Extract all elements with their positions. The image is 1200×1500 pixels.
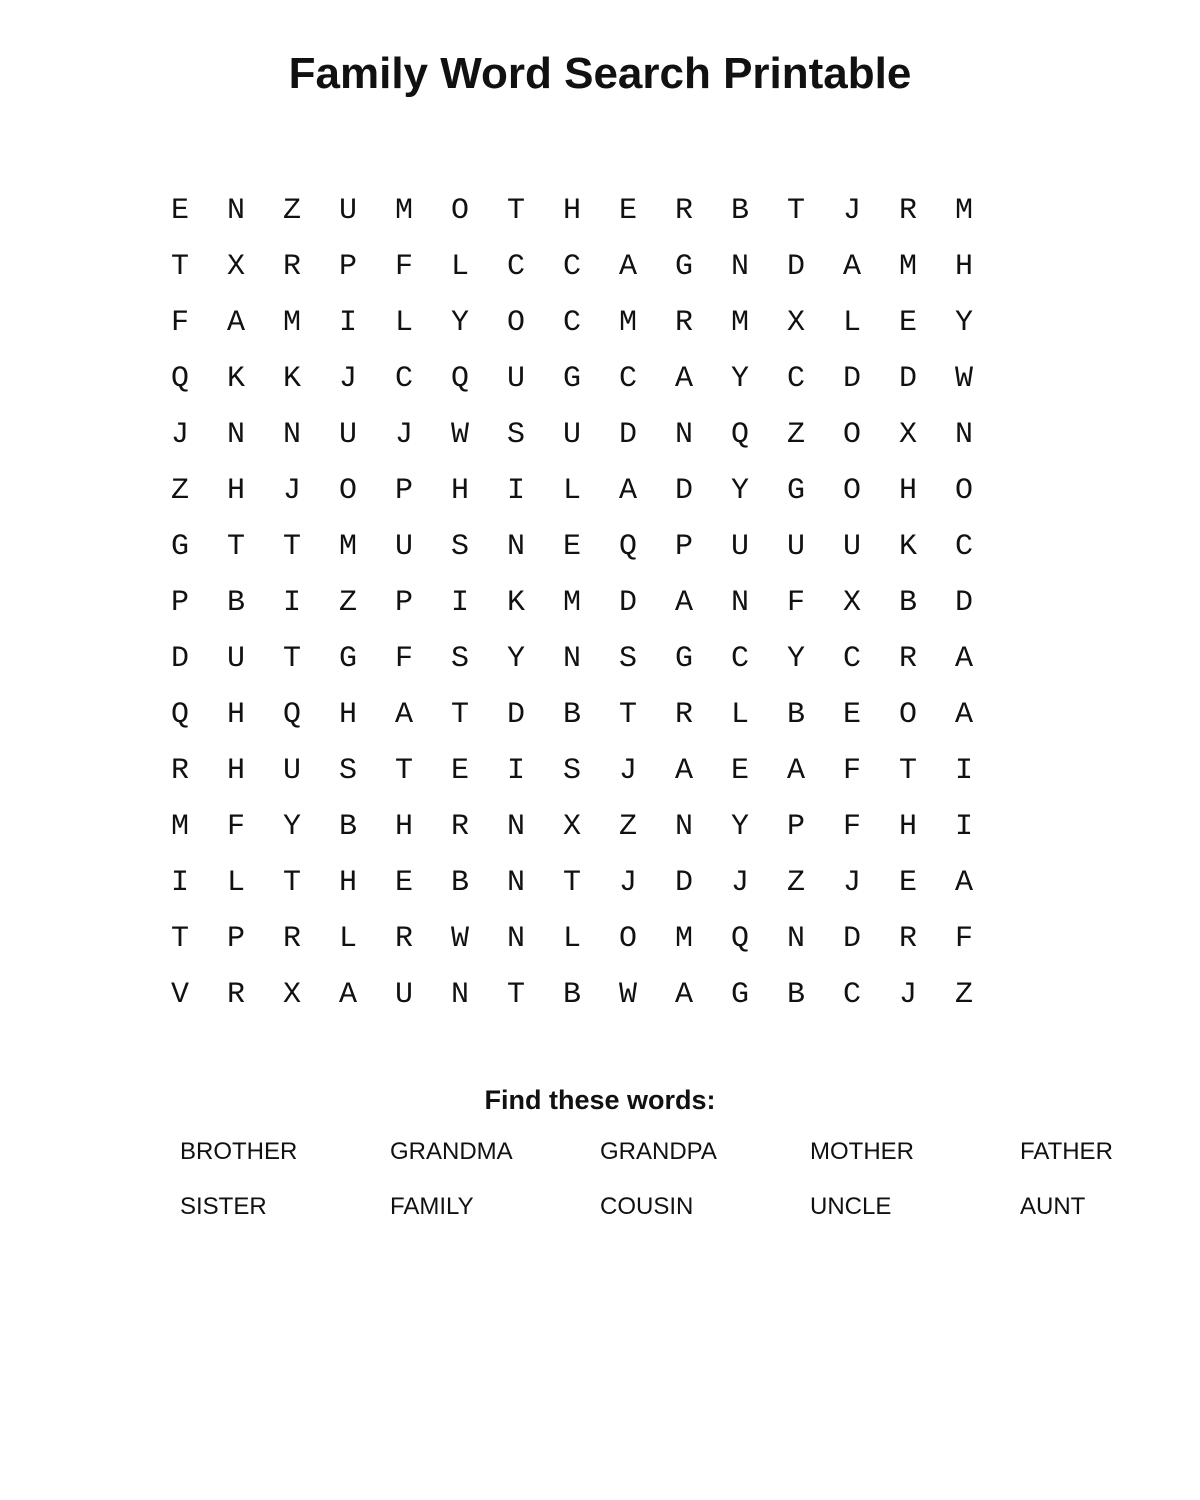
grid-letter: C [786,362,805,396]
grid-letter: P [394,586,413,620]
grid-letter: M [730,306,749,340]
grid-letter: O [898,698,917,732]
grid-letter: U [730,530,749,564]
grid-letter: A [674,754,693,788]
grid-letter: Y [730,474,749,508]
grid-letter: B [898,586,917,620]
grid-letter: P [338,250,357,284]
grid-letter: I [954,754,973,788]
grid-letter: Z [786,418,805,452]
grid-letter: D [618,418,637,452]
grid-letter: O [842,474,861,508]
grid-letter: Y [954,306,973,340]
word-list-item: SISTER [180,1193,267,1220]
grid-letter: P [674,530,693,564]
grid-letter: J [282,474,301,508]
grid-letter: W [450,418,469,452]
grid-letter: E [618,194,637,228]
grid-letter: P [170,586,189,620]
grid-letter: M [170,810,189,844]
grid-letter: B [562,978,581,1012]
grid-letter: A [226,306,245,340]
word-list-item: GRANDMA [390,1138,513,1165]
grid-letter: D [674,866,693,900]
grid-letter: I [282,586,301,620]
grid-letter: B [450,866,469,900]
grid-letter: Q [170,362,189,396]
grid-letter: L [338,922,357,956]
grid-letter: I [338,306,357,340]
grid-letter: I [506,474,525,508]
grid-letter: B [786,698,805,732]
grid-letter: J [842,866,861,900]
letter-grid [152,183,992,1023]
grid-letter: T [170,922,189,956]
grid-letter: G [730,978,749,1012]
grid-letter: O [954,474,973,508]
grid-letter: D [898,362,917,396]
grid-letter: E [394,866,413,900]
grid-letter: O [450,194,469,228]
grid-letter: N [954,418,973,452]
grid-letter: N [226,194,245,228]
grid-letter: A [674,978,693,1012]
grid-letter: K [898,530,917,564]
grid-letter: A [618,250,637,284]
word-list-item: COUSIN [600,1193,694,1220]
grid-letter: Q [450,362,469,396]
grid-letter: G [562,362,581,396]
grid-letter: H [954,250,973,284]
grid-letter: U [506,362,525,396]
grid-letter: N [506,810,525,844]
grid-letter: Y [730,810,749,844]
word-list-item: FAMILY [390,1193,474,1220]
grid-letter: H [226,754,245,788]
grid-letter: G [338,642,357,676]
grid-letter: N [282,418,301,452]
grid-letter: D [954,586,973,620]
grid-letter: Y [506,642,525,676]
grid-letter: J [730,866,749,900]
grid-letter: W [450,922,469,956]
grid-letter: S [450,530,469,564]
grid-letter: T [506,194,525,228]
grid-letter: M [618,306,637,340]
grid-letter: X [562,810,581,844]
grid-letter: E [842,698,861,732]
grid-letter: I [450,586,469,620]
grid-letter: U [786,530,805,564]
grid-letter: N [506,530,525,564]
grid-letter: D [170,642,189,676]
grid-letter: R [282,922,301,956]
grid-letter: H [562,194,581,228]
grid-letter: N [674,810,693,844]
grid-letter: B [786,978,805,1012]
grid-letter: N [226,418,245,452]
grid-letter: N [730,586,749,620]
grid-letter: O [506,306,525,340]
grid-letter: A [674,586,693,620]
grid-letter: E [730,754,749,788]
grid-letter: H [226,698,245,732]
grid-letter: U [842,530,861,564]
grid-letter: T [618,698,637,732]
grid-letter: H [450,474,469,508]
grid-letter: Z [954,978,973,1012]
grid-letter: G [674,642,693,676]
grid-letter: D [842,362,861,396]
grid-letter: Y [282,810,301,844]
word-list-heading: Find these words: [484,1085,716,1115]
grid-letter: E [562,530,581,564]
grid-letter: X [282,978,301,1012]
page-title: Family Word Search Printable [288,49,912,98]
grid-letter: M [394,194,413,228]
grid-letter: X [898,418,917,452]
grid-letter: U [338,418,357,452]
grid-letter: H [338,698,357,732]
grid-letter: M [954,194,973,228]
grid-letter: A [618,474,637,508]
grid-letter: T [282,642,301,676]
grid-letter: C [562,250,581,284]
grid-letter: H [898,474,917,508]
grid-letter: H [898,810,917,844]
grid-letter: L [730,698,749,732]
grid-letter: O [842,418,861,452]
grid-letter: E [450,754,469,788]
grid-letter: K [226,362,245,396]
grid-letter: F [842,810,861,844]
grid-letter: F [170,306,189,340]
grid-letter: T [786,194,805,228]
grid-letter: N [506,866,525,900]
grid-letter: J [842,194,861,228]
grid-letter: B [338,810,357,844]
grid-letter: A [954,698,973,732]
grid-letter: S [618,642,637,676]
grid-letter: A [786,754,805,788]
grid-letter: E [170,194,189,228]
grid-letter: A [954,642,973,676]
grid-letter: A [954,866,973,900]
grid-letter: F [394,250,413,284]
grid-letter: X [226,250,245,284]
grid-letter: F [394,642,413,676]
grid-letter: D [786,250,805,284]
grid-letter: J [618,866,637,900]
grid-letter: E [898,306,917,340]
grid-letter: D [842,922,861,956]
grid-letter: T [898,754,917,788]
grid-letter: C [842,978,861,1012]
grid-letter: Z [786,866,805,900]
grid-letter: D [674,474,693,508]
grid-letter: J [618,754,637,788]
grid-letter: J [170,418,189,452]
grid-letter: Z [338,586,357,620]
grid-letter: H [226,474,245,508]
grid-letter: P [786,810,805,844]
grid-letter: S [562,754,581,788]
grid-letter: M [674,922,693,956]
grid-letter: X [786,306,805,340]
grid-letter: L [842,306,861,340]
grid-letter: G [674,250,693,284]
grid-letter: C [562,306,581,340]
word-list-item: UNCLE [810,1193,892,1220]
grid-letter: J [898,978,917,1012]
grid-letter: R [898,642,917,676]
word-list-item: FATHER [1020,1138,1113,1165]
word-list-item: GRANDPA [600,1138,717,1165]
grid-letter: L [562,474,581,508]
grid-letter: M [562,586,581,620]
grid-letter: Q [730,418,749,452]
grid-letter: T [282,866,301,900]
grid-letter: Z [170,474,189,508]
grid-letter: R [674,194,693,228]
grid-letter: U [562,418,581,452]
grid-letter: S [338,754,357,788]
grid-letter: W [954,362,973,396]
grid-letter: C [618,362,637,396]
grid-letter: T [506,978,525,1012]
grid-letter: I [506,754,525,788]
grid-letter: O [618,922,637,956]
grid-letter: M [282,306,301,340]
grid-letter: H [394,810,413,844]
grid-letter: U [394,978,413,1012]
grid-letter: A [674,362,693,396]
grid-letter: R [898,194,917,228]
grid-letter: C [842,642,861,676]
grid-letter: T [562,866,581,900]
grid-letter: D [506,698,525,732]
grid-letter: R [898,922,917,956]
grid-letter: Y [786,642,805,676]
grid-letter: Y [450,306,469,340]
grid-letter: G [170,530,189,564]
grid-letter: W [618,978,637,1012]
grid-letter: N [786,922,805,956]
grid-letter: F [954,922,973,956]
grid-letter: K [506,586,525,620]
grid-letter: F [842,754,861,788]
grid-letter: K [282,362,301,396]
grid-letter: A [842,250,861,284]
grid-letter: N [562,642,581,676]
grid-letter: T [170,250,189,284]
word-list-item: AUNT [1020,1193,1086,1220]
grid-letter: F [786,586,805,620]
grid-letter: N [730,250,749,284]
grid-letter: V [170,978,189,1012]
grid-letter: H [338,866,357,900]
grid-letter: C [954,530,973,564]
grid-letter: A [338,978,357,1012]
grid-letter: Q [282,698,301,732]
grid-letter: C [394,362,413,396]
grid-letter: Z [618,810,637,844]
grid-letter: O [338,474,357,508]
grid-letter: R [674,306,693,340]
grid-letter: A [394,698,413,732]
grid-letter: R [394,922,413,956]
word-list-item: MOTHER [810,1138,914,1165]
grid-letter: Q [170,698,189,732]
grid-letter: L [394,306,413,340]
grid-letter: T [450,698,469,732]
grid-letter: B [226,586,245,620]
grid-letter: I [954,810,973,844]
grid-letter: S [450,642,469,676]
grid-letter: U [226,642,245,676]
grid-letter: B [730,194,749,228]
grid-letter: G [786,474,805,508]
grid-letter: R [282,250,301,284]
grid-letter: J [394,418,413,452]
grid-letter: T [282,530,301,564]
grid-letter: C [506,250,525,284]
grid-letter: C [730,642,749,676]
grid-letter: E [898,866,917,900]
grid-letter: X [842,586,861,620]
grid-letter: N [450,978,469,1012]
grid-letter: D [618,586,637,620]
grid-letter: L [226,866,245,900]
grid-letter: T [394,754,413,788]
grid-letter: Q [730,922,749,956]
grid-letter: U [394,530,413,564]
grid-letter: T [226,530,245,564]
grid-letter: S [506,418,525,452]
grid-letter: M [338,530,357,564]
grid-letter: N [506,922,525,956]
grid-letter: Q [618,530,637,564]
grid-letter: Z [282,194,301,228]
grid-letter: N [674,418,693,452]
grid-letter: R [226,978,245,1012]
grid-letter: R [674,698,693,732]
grid-letter: B [562,698,581,732]
grid-letter: U [282,754,301,788]
grid-letter: J [338,362,357,396]
grid-letter: L [450,250,469,284]
grid-letter: U [338,194,357,228]
grid-letter: R [170,754,189,788]
grid-letter: P [394,474,413,508]
grid-letter: P [226,922,245,956]
grid-letter: I [170,866,189,900]
word-list [180,1132,1200,1242]
grid-letter: M [898,250,917,284]
grid-letter: Y [730,362,749,396]
grid-letter: F [226,810,245,844]
grid-letter: L [562,922,581,956]
word-list-item: BROTHER [180,1138,298,1165]
grid-letter: R [450,810,469,844]
